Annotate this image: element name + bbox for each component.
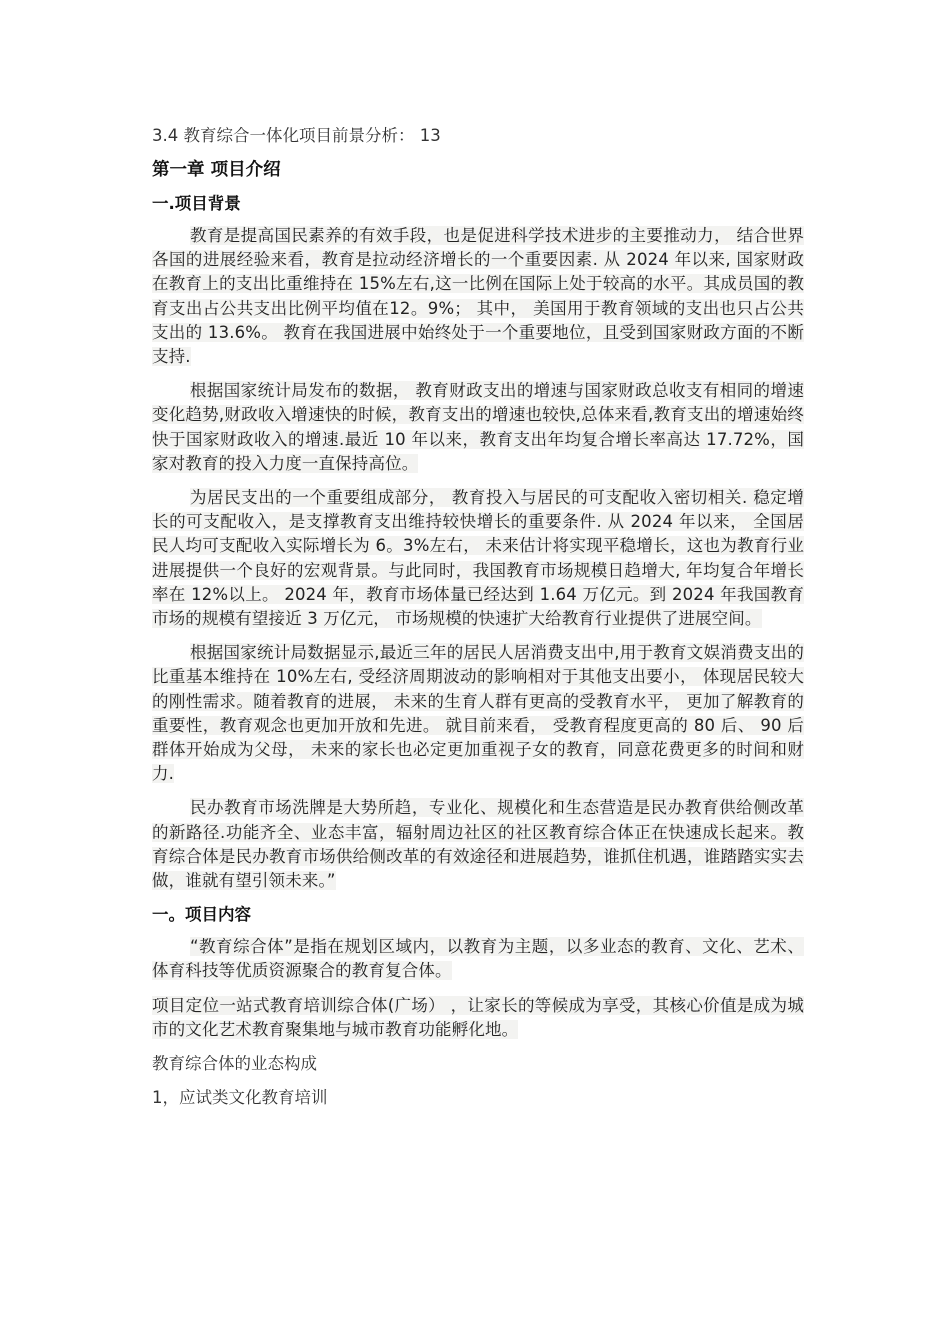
paragraph-background-4 <box>152 641 804 786</box>
paragraph-text: 民办教育市场洗牌是大势所趋，专业化、规模化和生态营造是民办教育供给侧改革的新路径.功能齐全、业态丰富，辐射周边社区的社区教育综合体正在快速成长起来。教育综合体是民办教育市场供给侧改革的有效途径和进展趋势，谁抓住机遇，谁踏踏实实去做，谁就有望引领未来。” <box>152 798 804 891</box>
paragraph-background-3 <box>152 486 804 631</box>
paragraph-background-5 <box>152 796 804 893</box>
paragraph-text: “教育综合体”是指在规划区域内，以教育为主题，以多业态的教育、文化、艺术、体育科技等优质资源聚合的教育复合体。 <box>152 937 804 981</box>
paragraph-text: 根据国家统计局发布的数据， 教育财政支出的增速与国家财政总收支有相同的增速变化趋势,财政收入增速快的时候，教育支出的增速也较快,总体来看,教育支出的增速始终快于国家财政收入的增速.最近 10 年以来，教育支出年均复合增长率高达 17.72%，国家对教育的投入力度一直保持高位。 <box>152 381 804 473</box>
paragraph-text: 为居民支出的一个重要组成部分， 教育投入与居民的可支配收入密切相关. 稳定增长的可支配收入，是支撑教育支出维持较快增长的重要条件. 从 2024 年以来， 全国居民人均可支配收入实际增长为 6。3%左右， 未来估计将实现平稳增长，这也为教育行业进展提供一个良好的宏观背景。与此同时，我国教育市场规模日趋增大, 年均复合年增长率在 12%以上。 2024 年，教育市场体量已经达到 1.64 万亿元。到 2024 年我国教育市场的规模有望接近 3 万亿元， 市场规模的快速扩大给教育行业提供了进展空间。 <box>152 488 804 629</box>
paragraph-content-intro <box>152 935 804 983</box>
paragraph-positioning <box>152 994 804 1042</box>
list-item-1: 1，应试类文化教育培训 <box>152 1088 328 1108</box>
paragraph-text: 项目定位一站式教育培训综合体(广场） ，让家长的等候成为享受，其核心价值是成为城市的文化艺术教育聚集地与城市教育功能孵化地。 <box>152 995 804 1039</box>
paragraph-text: 根据国家统计局数据显示,最近三年的居民人居消费支出中,用于教育文娱消费支出的比重基本维持在 10%左右, 受经济周期波动的影响相对于其他支出要小， 体现居民较大的刚性需求。随着教育的进展， 未来的生育人群有更高的受教育水平， 更加了解教育的重要性，教育观念也更加开放和先进。 就目前来看， 受教育程度更高的 80 后、 90 后群体开始成为父母， 未来的家长也必定更加重视子女的教育，同意花费更多的时间和财力. <box>152 643 804 784</box>
paragraph-background-2 <box>152 379 804 476</box>
composition-heading: 教育综合体的业态构成 <box>152 1054 317 1074</box>
document-page <box>152 124 804 1120</box>
paragraph-text: 教育是提高国民素养的有效手段，也是促进科学技术进步的主要推动力， 结合世界各国的进展经验来看，教育是拉动经济增长的一个重要因素. 从 2024 年以来, 国家财政在教育上的支出比重维持在 15%左右,这一比例在国际上处于较高的水平。其成员国的教育支出占公共支出比例平均值在12。9%； 其中， 美国用于教育领域的支出也只占公共支出的 13.6%。 教育在我国进展中始终处于一个重要地位，且受到国家财政方面的不断支持. <box>152 226 804 367</box>
toc-entry: 3.4 教育综合一体化项目前景分析： 13 <box>152 126 441 145</box>
chapter-title: 第一章 项目介绍 <box>152 160 281 180</box>
paragraph-background-1 <box>152 224 804 369</box>
section-title-content: 一。项目内容 <box>152 905 251 925</box>
section-title-background: 一.项目背景 <box>152 194 241 213</box>
